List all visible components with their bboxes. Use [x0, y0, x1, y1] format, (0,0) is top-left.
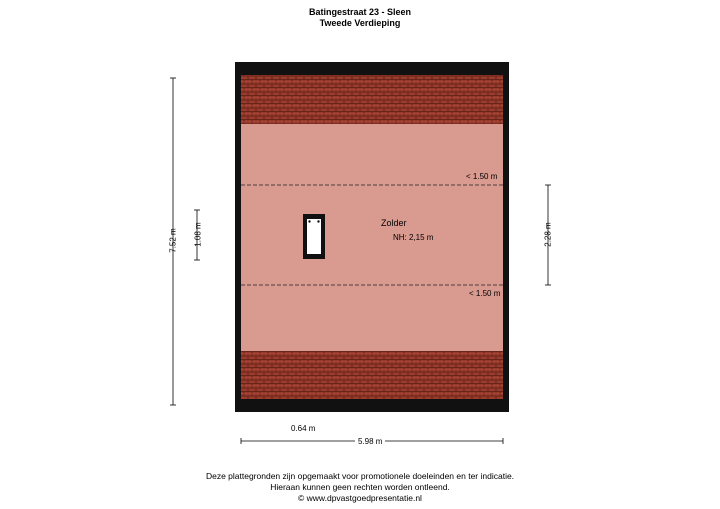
dimension-total-width-label: 5.98 m [355, 437, 385, 446]
room-name: Zolder [381, 218, 407, 228]
disclaimer-line-1: Deze plattegronden zijn opgemaakt voor promotionele doeleinden en ter indicatie. [205, 471, 515, 481]
roof-tiles-bottom [241, 351, 503, 399]
roof-hatch-inner [307, 219, 321, 254]
copyright-link[interactable]: © www.dpvastgoedpresentatie.nl [298, 493, 422, 503]
dimension-right-inner-label: 2.28 m [543, 222, 553, 247]
plan-address: Batingestraat 23 - Sleen [308, 7, 412, 17]
dimension-left-inner-label: 1.08 m [193, 222, 203, 247]
dimension-total-depth-label: 7.52 m [168, 228, 178, 253]
disclaimer-line-2: Hieraan kunnen geen rechten worden ontleend. [270, 482, 450, 492]
low-height-label-bottom: < 1.50 m [469, 289, 501, 298]
hatch-offset-label: 0.64 m [291, 424, 316, 433]
low-height-label-top: < 1.50 m [466, 172, 498, 181]
room-height: NH: 2,15 m [393, 233, 434, 242]
plan-floor-title: Tweede Verdieping [319, 18, 401, 28]
attic-floor [241, 124, 503, 351]
roof-tiles-top [241, 75, 503, 124]
